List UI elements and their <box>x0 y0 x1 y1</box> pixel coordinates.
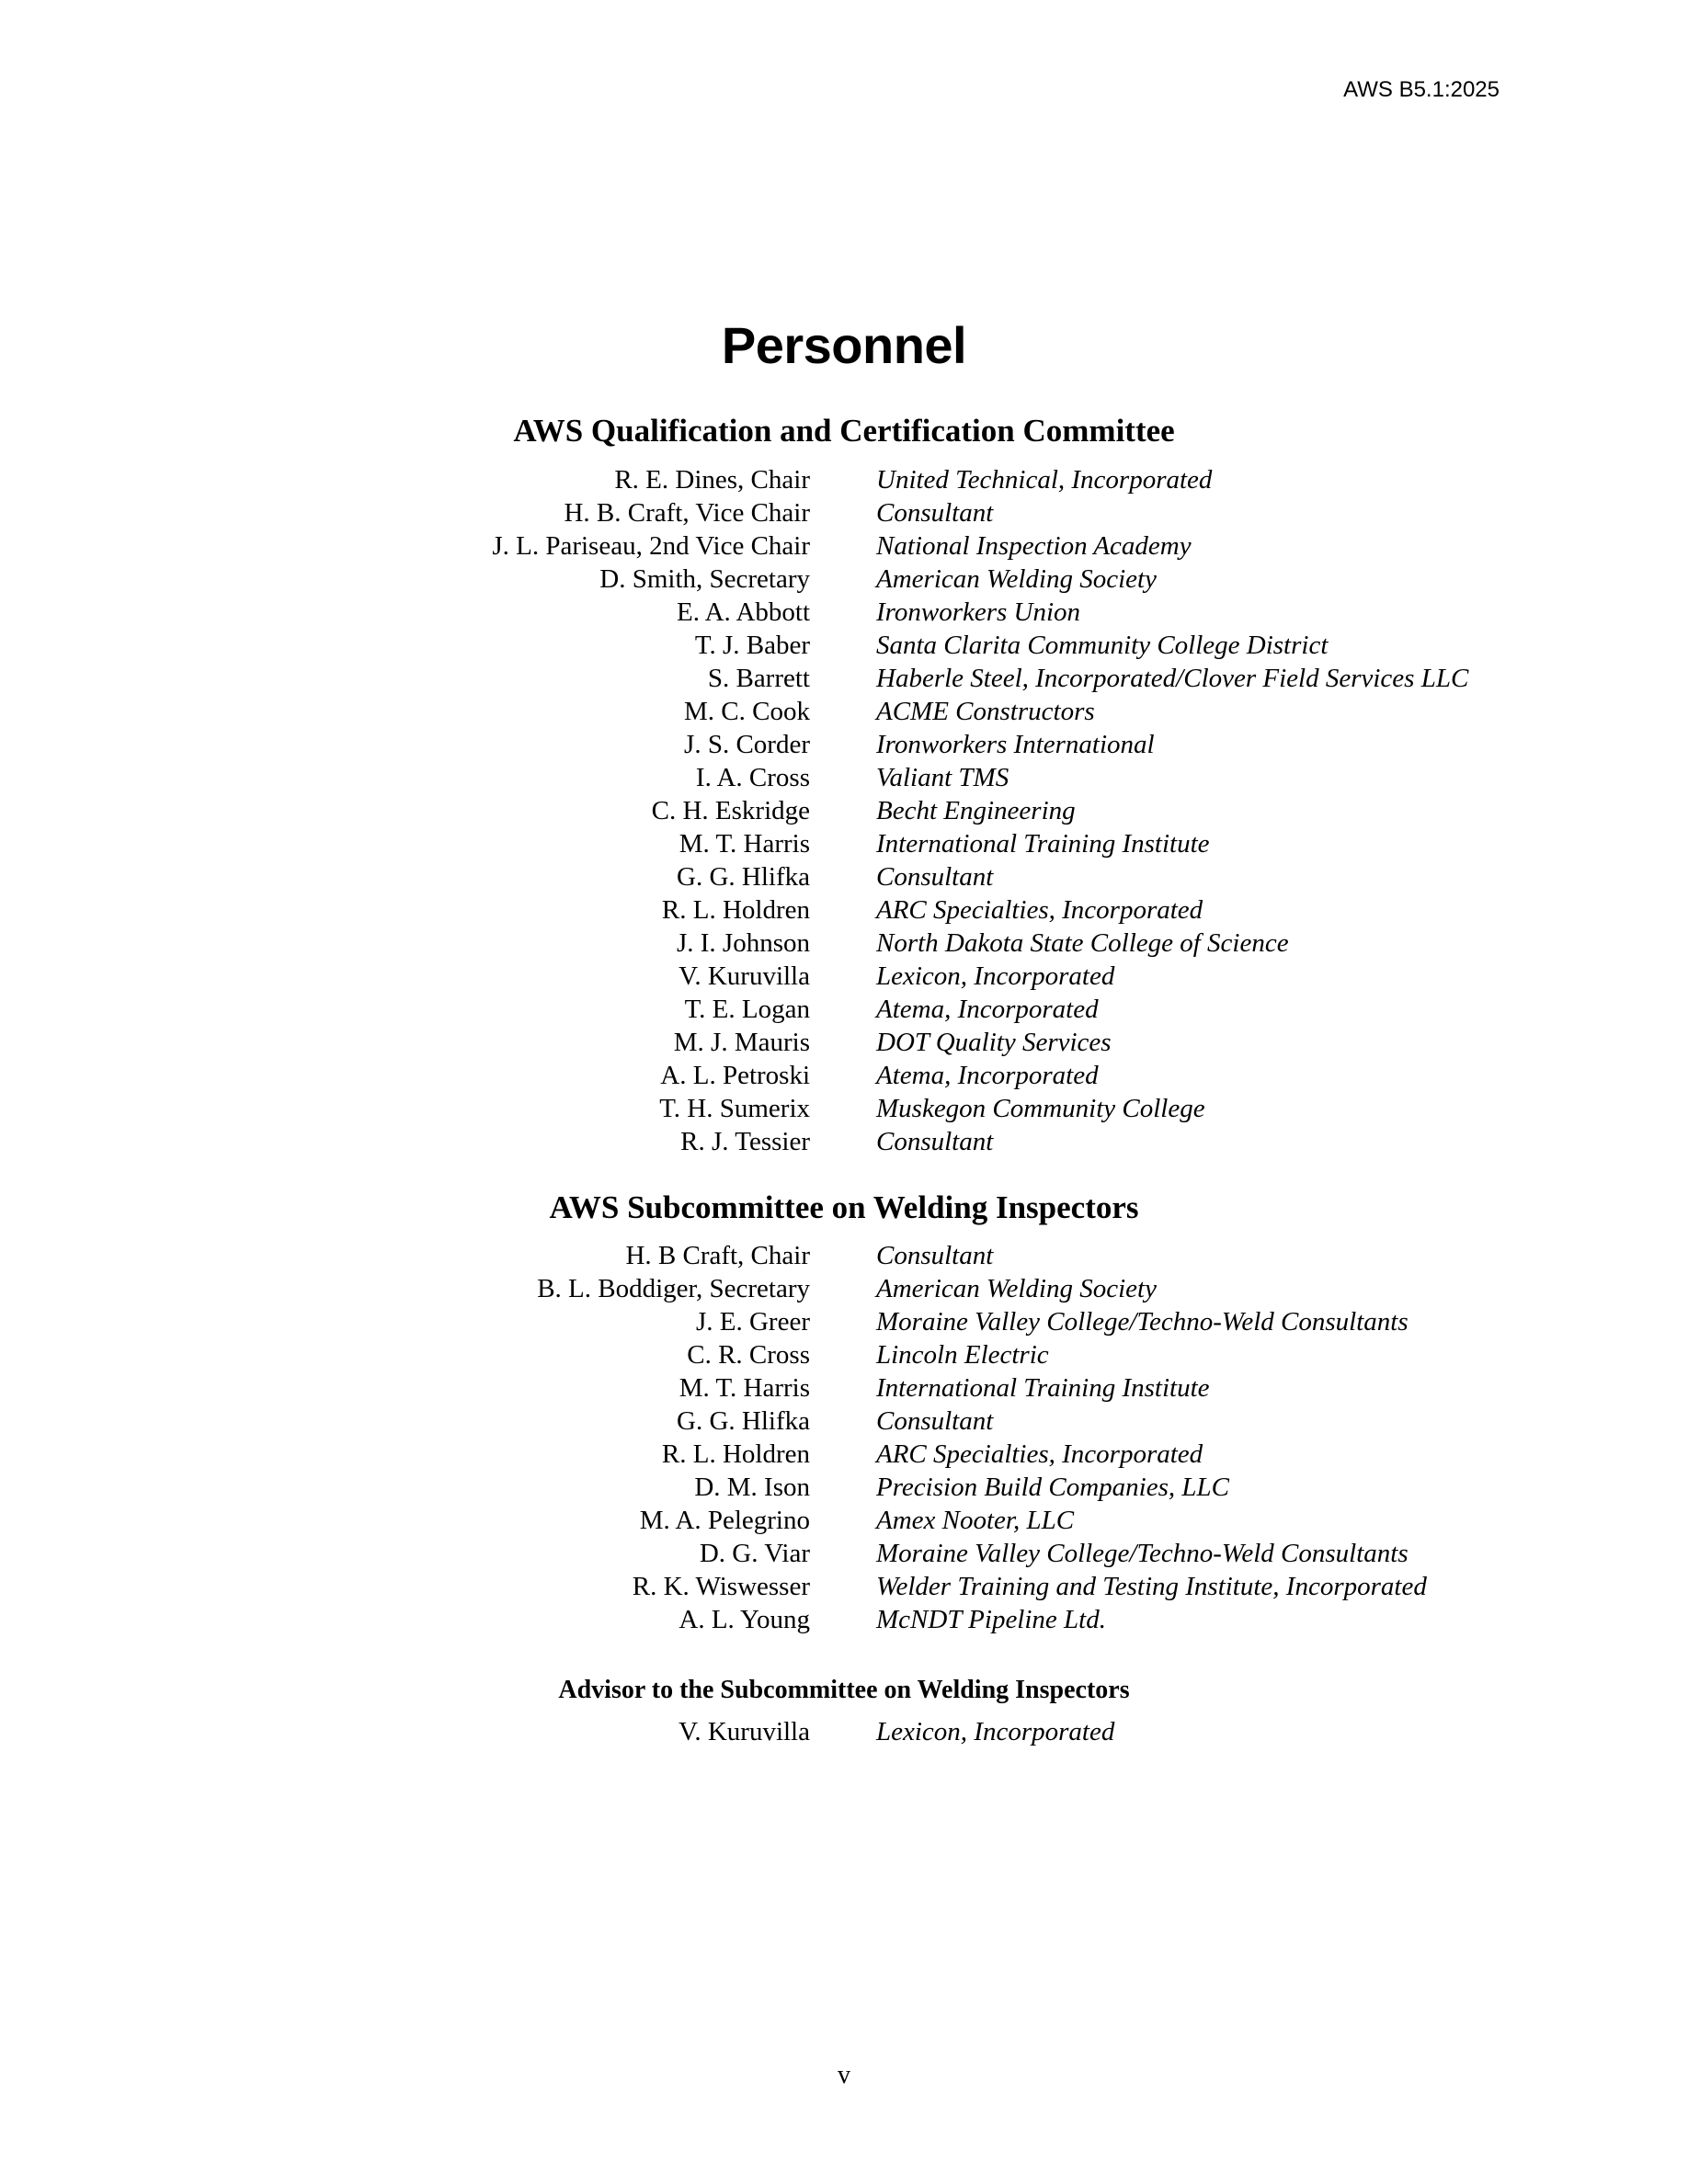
member-row <box>0 1603 1688 1636</box>
member-row <box>0 1438 1688 1471</box>
member-organization: Consultant <box>876 862 994 892</box>
member-name: G. G. Hlifka <box>677 1406 810 1436</box>
member-organization: Moraine Valley College/Techno-Weld Consultants <box>876 1539 1409 1568</box>
member-name: M. J. Mauris <box>673 1028 810 1057</box>
member-name: E. A. Abbott <box>676 597 810 627</box>
member-name: H. B. Craft, Vice Chair <box>564 498 810 528</box>
member-row <box>0 529 1688 563</box>
member-organization: Atema, Incorporated <box>876 1061 1099 1090</box>
member-name: A. L. Young <box>679 1605 810 1634</box>
member-name: T. J. Baber <box>694 631 810 660</box>
member-name: A. L. Petroski <box>660 1061 810 1090</box>
member-name: S. Barrett <box>707 664 810 693</box>
member-organization: Ironworkers Union <box>876 597 1081 627</box>
member-row <box>0 1059 1688 1092</box>
committee-heading: AWS Qualification and Certification Committee <box>513 413 1175 449</box>
member-organization: Haberle Steel, Incorporated/Clover Field Services LLC <box>876 664 1469 693</box>
member-name: J. I. Johnson <box>676 928 810 958</box>
member-row <box>0 629 1688 662</box>
document-id: AWS B5.1:2025 <box>1343 77 1500 102</box>
member-name: D. M. Ison <box>694 1473 810 1502</box>
member-organization: Becht Engineering <box>876 796 1076 825</box>
member-name: J. E. Greer <box>695 1307 810 1337</box>
member-name: G. G. Hlifka <box>677 862 810 892</box>
member-row <box>0 1471 1688 1504</box>
page-title: Personnel <box>721 316 967 374</box>
member-organization: Lexicon, Incorporated <box>876 961 1115 991</box>
member-name: R. K. Wiswesser <box>632 1572 810 1601</box>
member-organization: Welder Training and Testing Institute, Incorporated <box>876 1572 1427 1601</box>
member-name: M. C. Cook <box>684 697 810 726</box>
member-row <box>0 1026 1688 1059</box>
subcommittee-heading: AWS Subcommittee on Welding Inspectors <box>549 1189 1139 1225</box>
member-organization: ACME Constructors <box>876 697 1095 726</box>
member-organization: North Dakota State College of Science <box>876 928 1289 958</box>
member-organization: Lincoln Electric <box>876 1340 1049 1370</box>
member-row <box>0 1338 1688 1371</box>
member-organization: ARC Specialties, Incorporated <box>876 1439 1203 1469</box>
member-name: M. T. Harris <box>679 829 810 859</box>
member-row <box>0 960 1688 993</box>
member-row <box>0 927 1688 960</box>
member-organization: International Training Institute <box>876 829 1210 859</box>
member-name: T. E. Logan <box>684 995 810 1024</box>
member-name: H. B Craft, Chair <box>625 1241 810 1270</box>
member-name: M. A. Pelegrino <box>639 1506 810 1535</box>
member-organization: Lexicon, Incorporated <box>876 1717 1115 1746</box>
member-organization: American Welding Society <box>876 564 1157 594</box>
committee-roster <box>0 463 1688 1158</box>
advisor-roster <box>0 1715 1688 1748</box>
member-row <box>0 893 1688 927</box>
member-organization: Consultant <box>876 1406 994 1436</box>
member-row <box>0 1125 1688 1158</box>
member-name: V. Kuruvilla <box>679 961 810 991</box>
member-row <box>0 596 1688 629</box>
member-name: M. T. Harris <box>679 1373 810 1403</box>
member-name: C. R. Cross <box>687 1340 810 1370</box>
member-name: J. L. Pariseau, 2nd Vice Chair <box>492 531 810 561</box>
member-organization: Precision Build Companies, LLC <box>876 1473 1229 1502</box>
member-row <box>0 1092 1688 1125</box>
member-row <box>0 761 1688 794</box>
member-name: R. L. Holdren <box>661 1439 810 1469</box>
member-row <box>0 496 1688 529</box>
member-row <box>0 860 1688 893</box>
member-row <box>0 728 1688 761</box>
member-row <box>0 827 1688 860</box>
member-organization: United Technical, Incorporated <box>876 465 1213 495</box>
member-organization: Consultant <box>876 498 994 528</box>
member-name: R. E. Dines, Chair <box>614 465 810 495</box>
member-name: C. H. Eskridge <box>651 796 810 825</box>
member-organization: McNDT Pipeline Ltd. <box>876 1605 1106 1634</box>
member-row <box>0 695 1688 728</box>
member-row <box>0 1405 1688 1438</box>
member-row <box>0 1715 1688 1748</box>
member-organization: Consultant <box>876 1241 994 1270</box>
member-row <box>0 1570 1688 1603</box>
member-name: B. L. Boddiger, Secretary <box>537 1274 810 1303</box>
member-name: T. H. Sumerix <box>659 1094 810 1123</box>
member-organization: DOT Quality Services <box>876 1028 1112 1057</box>
member-name: I. A. Cross <box>695 763 810 792</box>
member-name: D. Smith, Secretary <box>599 564 810 594</box>
member-organization: Valiant TMS <box>876 763 1009 792</box>
page-number: v <box>838 2061 850 2089</box>
member-organization: ARC Specialties, Incorporated <box>876 895 1203 925</box>
member-row <box>0 1239 1688 1272</box>
member-row <box>0 563 1688 596</box>
member-organization: Santa Clarita Community College District <box>876 631 1329 660</box>
subcommittee-roster <box>0 1239 1688 1636</box>
member-row <box>0 662 1688 695</box>
member-name: R. L. Holdren <box>661 895 810 925</box>
member-organization: International Training Institute <box>876 1373 1210 1403</box>
member-organization: Muskegon Community College <box>876 1094 1205 1123</box>
member-row <box>0 1371 1688 1405</box>
member-organization: Amex Nooter, LLC <box>876 1506 1075 1535</box>
member-organization: Ironworkers International <box>876 730 1155 759</box>
member-name: D. G. Viar <box>699 1539 810 1568</box>
member-row <box>0 993 1688 1026</box>
member-name: V. Kuruvilla <box>679 1717 810 1746</box>
member-organization: Consultant <box>876 1127 994 1156</box>
member-row <box>0 1537 1688 1570</box>
member-row <box>0 1305 1688 1338</box>
member-organization: National Inspection Academy <box>876 531 1192 561</box>
member-row <box>0 1272 1688 1305</box>
member-organization: Moraine Valley College/Techno-Weld Consultants <box>876 1307 1409 1337</box>
member-row <box>0 463 1688 496</box>
member-row <box>0 794 1688 827</box>
member-row <box>0 1504 1688 1537</box>
advisor-heading: Advisor to the Subcommittee on Welding Inspectors <box>558 1676 1130 1704</box>
member-name: J. S. Corder <box>684 730 810 759</box>
member-name: R. J. Tessier <box>680 1127 810 1156</box>
member-organization: American Welding Society <box>876 1274 1157 1303</box>
member-organization: Atema, Incorporated <box>876 995 1099 1024</box>
